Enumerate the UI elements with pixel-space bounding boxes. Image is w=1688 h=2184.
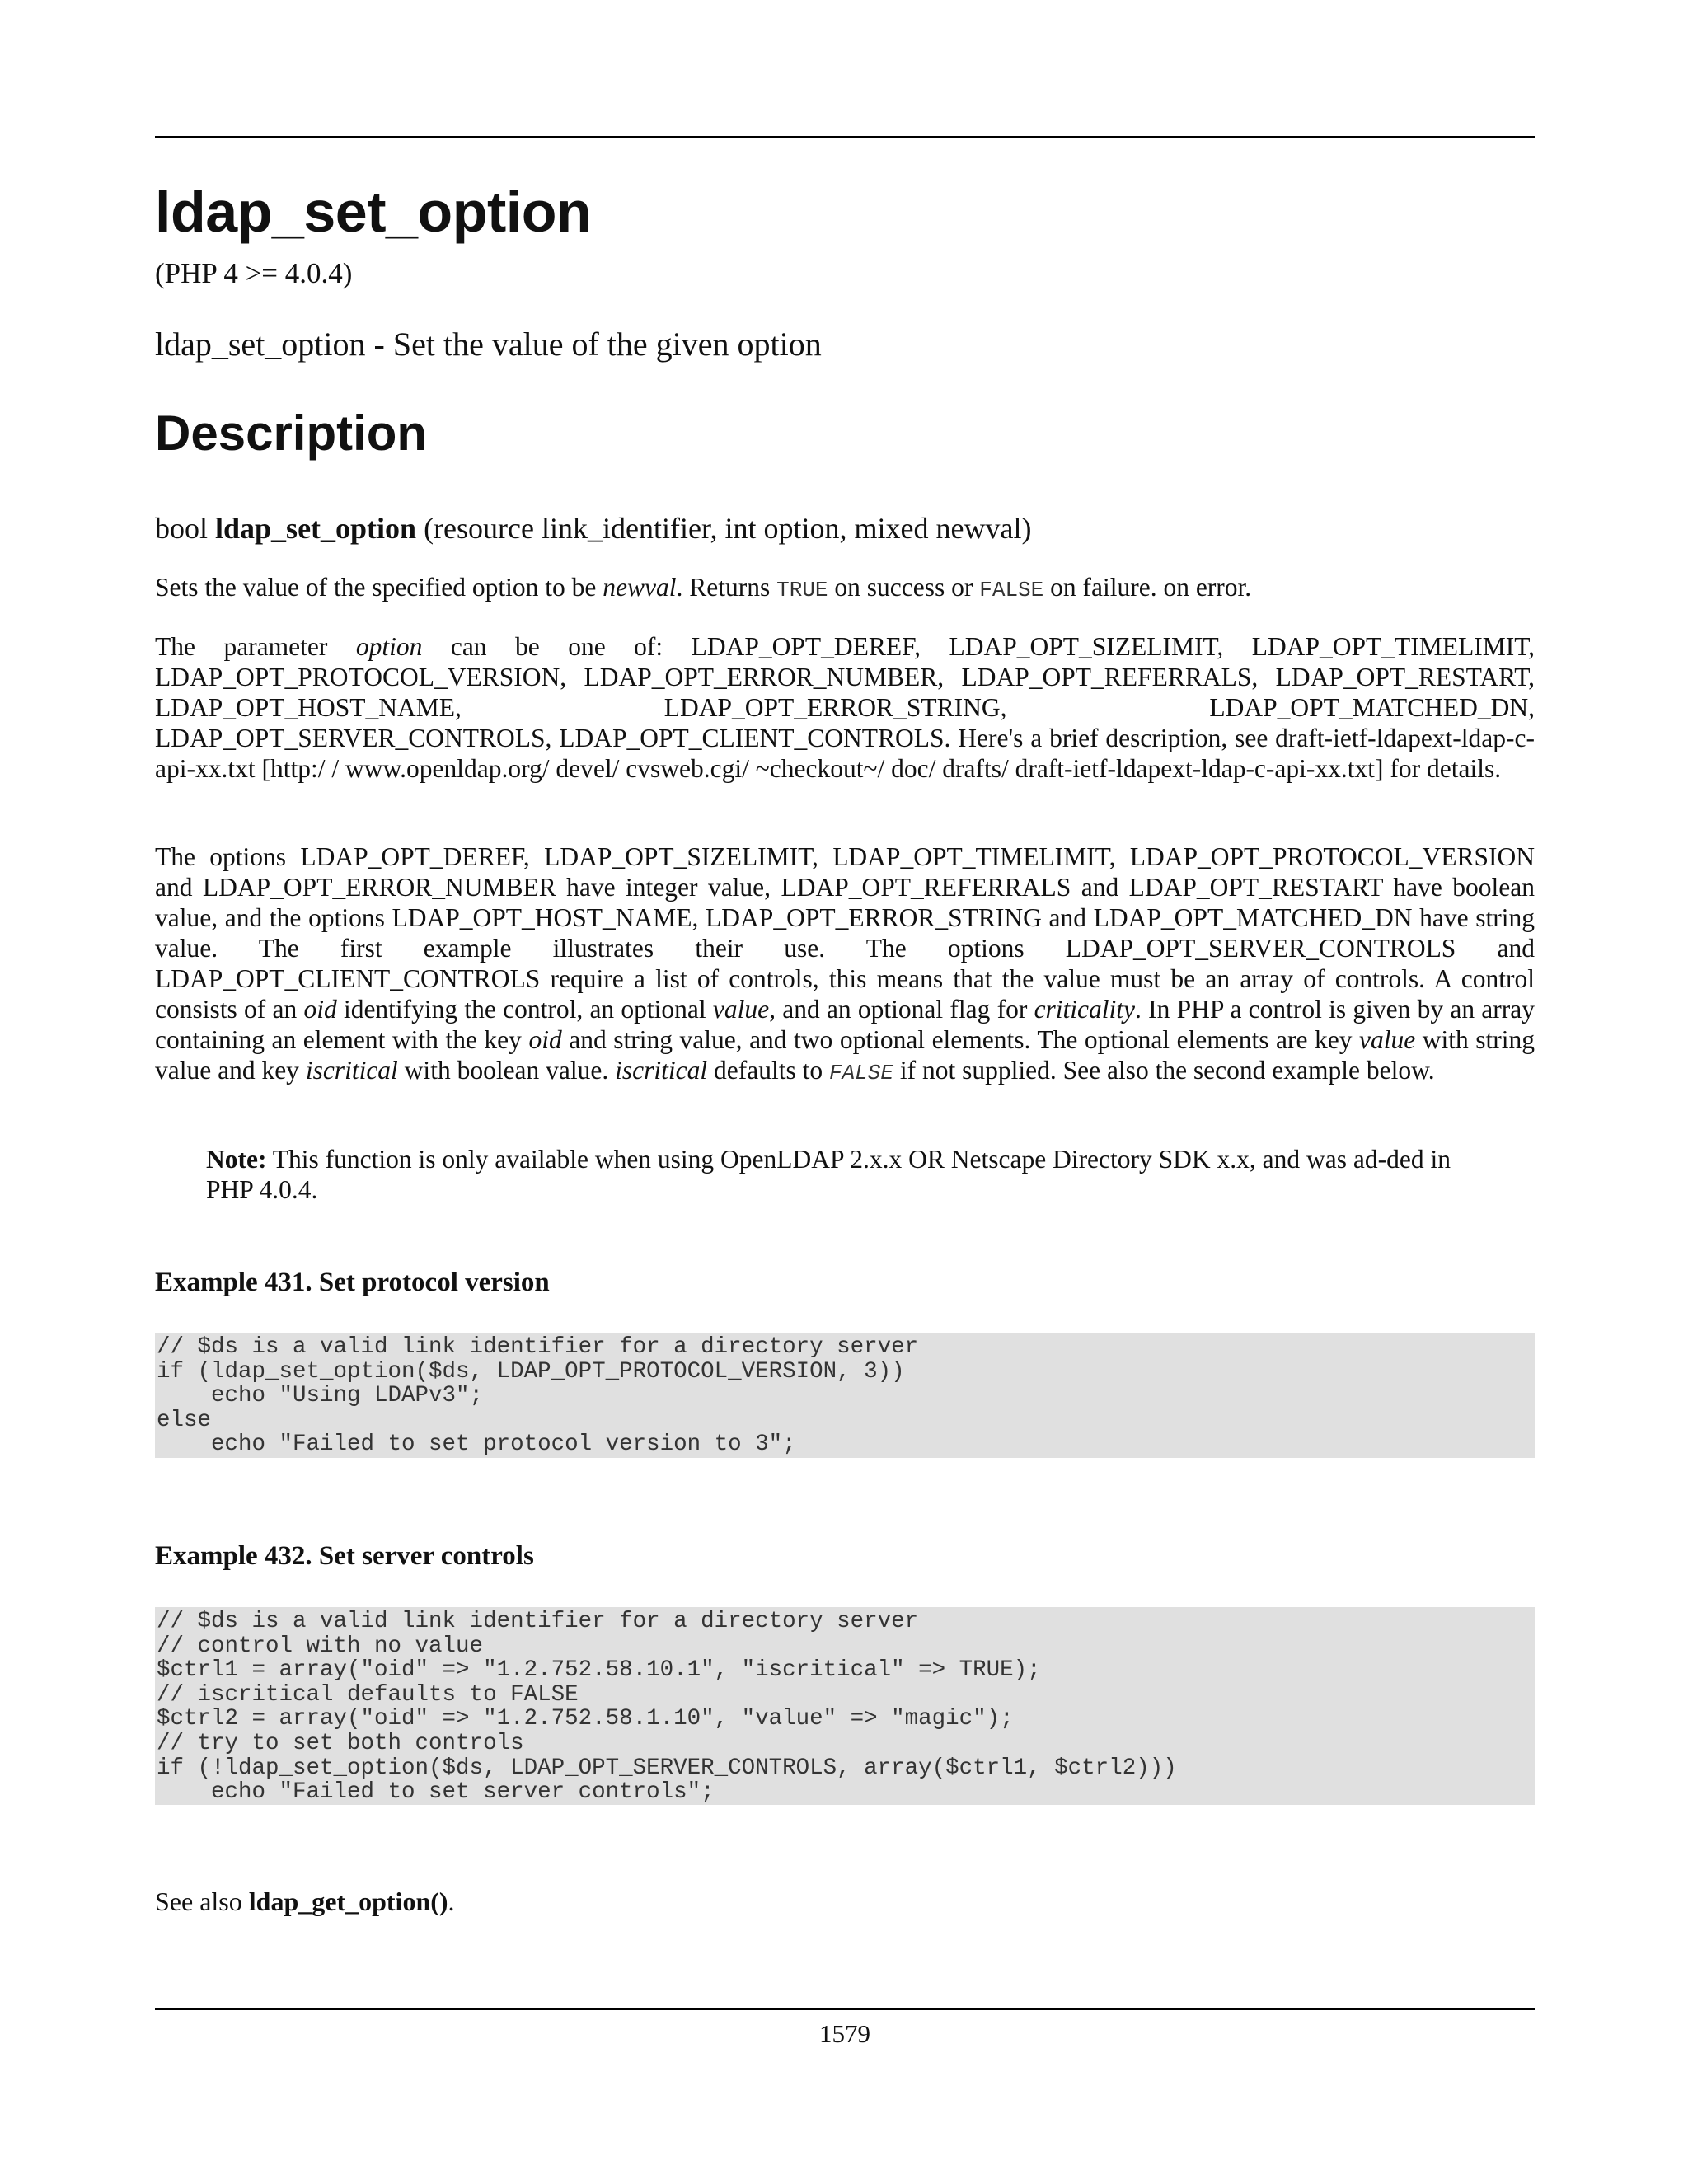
- description-paragraph-2: The parameter option can be one of: LDAP_OPT_DEREF, LDAP_OPT_SIZELIMIT, LDAP_OPT_TIMELIMIT, LDAP_OPT_PROTOCOL_VERSION, LDAP_OPT_ERROR_NUMBER, LDAP_OPT_REFERRALS, LDAP_OPT_RESTART, LDAP_OPT_HOST_NAME, LDAP_OPT_ERROR_STRING, LDAP_OPT_MATCHED_DN, LDAP_OPT_SERVER_CONTROLS, LDAP_OPT_CLIENT_CONTROLS. Here's a brief description, see draft-ietf-ldapext-ldap-c-api-xx.txt [http:/ / www.openldap.org/ devel/ cvsweb.cgi/ ~checkout~/ doc/ drafts/ draft-ietf-ldapext-ldap-c-api-xx.txt] for details.: [155, 632, 1535, 783]
- function-synopsis: [155, 511, 1031, 546]
- false-literal: FALSE: [979, 578, 1044, 602]
- description-paragraph-3: The options LDAP_OPT_DEREF, LDAP_OPT_SIZELIMIT, LDAP_OPT_TIMELIMIT, LDAP_OPT_PROTOCOL_VERSION and LDAP_OPT_ERROR_NUMBER have integer value, LDAP_OPT_REFERRALS and LDAP_OPT_RESTART have boolean value, and the options LDAP_OPT_HOST_NAME, LDAP_OPT_ERROR_STRING and LDAP_OPT_MATCHED_DN have string value. The first example illustrates their use. The options LDAP_OPT_SERVER_CONTROLS and LDAP_OPT_CLIENT_CONTROLS require a list of controls, this means that the value must be an array of controls. A control consists of an oid identifying the control, an optional value, and an optional flag for criticality. In PHP a control is given by an array containing an element with the key oid and string value, and two optional elements. The optional elements are key value with string value and key iscritical with boolean value. iscritical defaults to FALSE if not supplied. See also the second example below.: [155, 842, 1536, 1085]
- see-also-link[interactable]: ldap_get_option(): [248, 1886, 448, 1916]
- note-block: [206, 1144, 1492, 1205]
- refpurpose: ldap_set_option - Set the value of the given option: [155, 326, 822, 363]
- code-block: // $ds is a valid link identifier for a directory server // control with no value $ctrl1 = array("oid" => "1.2.752.58.10.1", "iscritical" => TRUE); // iscritical defaults to FALSE $ctrl2 = array("oid" => "1.2.752.58.1.10", "value" => "magic"); // try to set both controls if (!ldap_set_option($ds, LDAP_OPT_SERVER_CONTROLS, array($ctrl1, $ctrl2))) echo "Failed to set server controls";: [155, 1607, 1535, 1805]
- function-params: (resource link_identifier, int option, mixed newval): [416, 512, 1032, 545]
- true-literal: TRUE: [776, 578, 828, 602]
- page-number: 1579: [819, 2019, 870, 2048]
- note-text: This function is only available when using OpenLDAP 2.x.x OR Netscape Directory SDK x.x, and was ad-ded in PHP 4.0.4.: [206, 1145, 1451, 1204]
- false-literal: FALSE: [828, 1061, 893, 1085]
- see-also: See also ldap_get_option().: [155, 1886, 455, 1916]
- function-name: ldap_set_option: [215, 512, 417, 545]
- note-label: Note:: [206, 1145, 267, 1174]
- description-heading: Description: [155, 405, 428, 461]
- page-title: ldap_set_option: [155, 180, 592, 244]
- return-type: bool: [155, 512, 209, 545]
- example-title: Example 431. Set protocol version: [155, 1268, 550, 1297]
- footer-rule: [155, 2008, 1535, 2010]
- header-rule: [155, 136, 1535, 138]
- code-block: // $ds is a valid link identifier for a directory server if (ldap_set_option($ds, LDAP_OPT_PROTOCOL_VERSION, 3)) echo "Using LDAPv3"; else echo "Failed to set protocol version to 3";: [155, 1333, 1535, 1458]
- version-info: (PHP 4 >= 4.0.4): [155, 257, 353, 289]
- example-title: Example 432. Set server controls: [155, 1541, 534, 1571]
- description-paragraph-1: Sets the value of the specified option to be newval. Returns TRUE on success or FALSE on failure. on error.: [155, 573, 1252, 602]
